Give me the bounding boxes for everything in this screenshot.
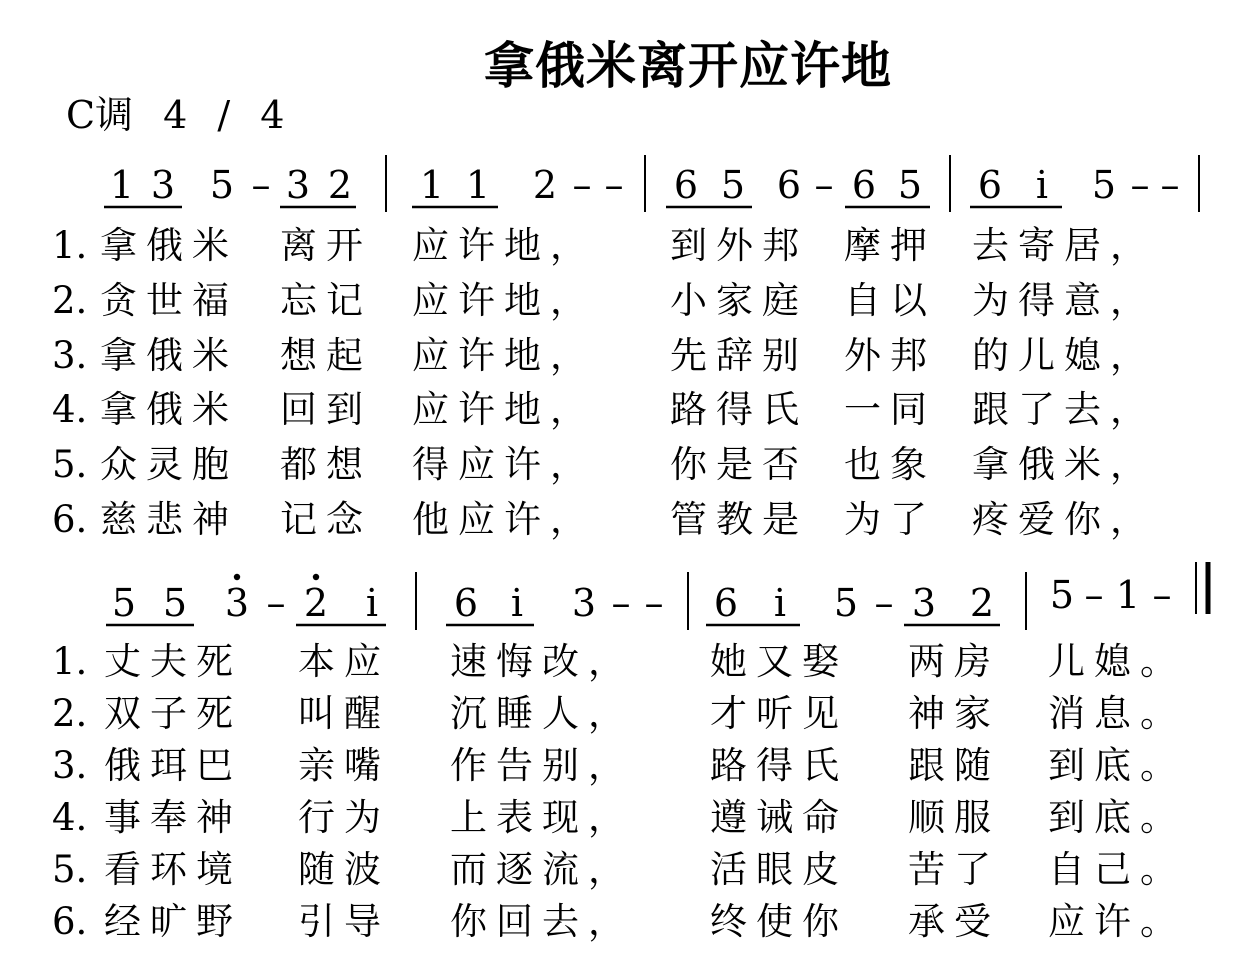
dash: –: [1160, 163, 1180, 207]
verse-number: 4.: [52, 796, 88, 839]
note: 5: [720, 163, 746, 207]
lyric-segment: 先辞别: [670, 334, 808, 377]
lyric-verse-1: [48, 224, 1198, 268]
lyric-segment: 承受: [908, 900, 1000, 943]
measure-2-3: [706, 581, 1000, 625]
lyric-segment: 苦了: [908, 848, 1000, 891]
lyric-segment: 到底。: [1048, 744, 1186, 787]
note: 6: [776, 163, 802, 207]
lyric-segment: 她又娶: [710, 640, 848, 683]
dash: –: [644, 581, 664, 625]
lyric-segment: 事奉神: [104, 796, 242, 839]
lyric-segment: 叫醒: [298, 692, 390, 735]
measure-1-3: [666, 163, 930, 207]
lyric-verse-4: [48, 388, 1198, 432]
lyric-segment: 众灵胞: [100, 443, 238, 486]
lyric-segment: 俄珥巴: [104, 744, 242, 787]
dash: –: [814, 163, 834, 207]
dash: –: [604, 163, 624, 207]
notation-line-1: [104, 155, 1199, 212]
note: 6: [453, 581, 479, 625]
song-title: 拿俄米离开应许地: [484, 37, 892, 95]
note: 5: [1091, 163, 1117, 207]
lyric-segment: 一同: [844, 388, 936, 431]
lyric-verse-1-part2: [48, 640, 1198, 684]
measure-2-1: [106, 574, 386, 625]
note: 3: [911, 581, 937, 625]
measure-1-4: [970, 163, 1180, 207]
lyric-segment: 记念: [280, 498, 372, 541]
lyric-segment: 行为: [298, 796, 390, 839]
note-high-1: i: [773, 581, 787, 625]
lyric-segment: 路得氏: [710, 744, 848, 787]
note: 3: [150, 163, 176, 207]
verse-number: 5.: [52, 443, 88, 486]
lyric-segment: 作告别，: [450, 744, 634, 787]
lyric-segment: 而逐流，: [450, 848, 634, 891]
lyric-segment: 都想: [280, 443, 372, 486]
lyric-segment: 也象: [844, 443, 936, 486]
lyric-segment: 疼爱你，: [972, 498, 1156, 541]
lyric-segment: 速悔改，: [450, 640, 634, 683]
note: 5: [162, 581, 188, 625]
verse-number: 6.: [52, 498, 88, 541]
note: 6: [977, 163, 1003, 207]
lyric-segment: 应许地，: [412, 279, 596, 322]
lyric-segment: 贪世福: [100, 279, 238, 322]
lyric-segment: 应许地，: [412, 334, 596, 377]
lyric-segment: 拿俄米: [100, 388, 238, 431]
lyric-segment: 双子死: [104, 692, 242, 735]
lyric-segment: 终使你: [710, 900, 848, 943]
lyric-segment: 小家庭: [670, 279, 808, 322]
lyric-segment: 丈夫死: [104, 640, 242, 683]
note-high: 3: [224, 581, 250, 625]
note: 5: [833, 581, 859, 625]
notation-line-2: [106, 562, 1208, 630]
lyric-segment: 去寄居，: [972, 224, 1156, 267]
lyric-segment: 到底。: [1048, 796, 1186, 839]
dash: –: [572, 163, 592, 207]
lyric-segment: 引导: [298, 900, 390, 943]
lyric-verse-6-part2: [48, 900, 1198, 944]
lyric-verse-3-part2: [48, 744, 1198, 788]
lyric-segment: 亲嘴: [298, 744, 390, 787]
lyric-segment: 忘记: [280, 279, 372, 322]
lyric-segment: 得应许，: [412, 443, 596, 486]
verse-number: 6.: [52, 900, 88, 943]
lyric-segment: 自己。: [1048, 848, 1186, 891]
dash: –: [251, 163, 271, 207]
verse-number: 1.: [52, 224, 88, 267]
lyric-verse-3: [48, 334, 1198, 378]
lyric-segment: 两房: [908, 640, 1000, 683]
lyric-segment: 活眼皮: [710, 848, 848, 891]
high-octave-dot: [234, 574, 240, 580]
note-high-1: i: [1035, 163, 1049, 207]
dash: –: [874, 581, 894, 625]
lyric-segment: 顺服: [908, 796, 1000, 839]
note: 1: [465, 163, 491, 207]
lyric-segment: 应许地，: [412, 388, 596, 431]
note: 6: [673, 163, 699, 207]
note: 3: [285, 163, 311, 207]
note: 5: [209, 163, 235, 207]
lyric-segment: 看环境: [104, 848, 242, 891]
lyric-segment: 才听见: [710, 692, 848, 735]
lyric-segment: 路得氏: [670, 388, 808, 431]
lyric-segment: 自以: [844, 279, 936, 322]
verse-number: 2.: [52, 692, 88, 735]
key-signature: C调 4 / 4: [66, 93, 285, 137]
dash: –: [1130, 163, 1150, 207]
lyric-verse-6: [48, 498, 1198, 542]
lyric-segment: 管教是: [670, 498, 808, 541]
lyric-segment: 他应许，: [412, 498, 596, 541]
lyric-segment: 上表现，: [450, 796, 634, 839]
lyric-verse-5: [48, 443, 1198, 487]
measure-2-2: [446, 581, 664, 625]
lyric-segment: 遵诫命: [710, 796, 848, 839]
note: 5: [111, 581, 137, 625]
measure-1-1: [104, 163, 356, 207]
lyric-segment: 拿俄米: [100, 334, 238, 377]
lyric-segment: 跟随: [908, 744, 1000, 787]
note: 5: [897, 163, 923, 207]
lyric-verse-5-part2: [48, 848, 1198, 892]
note: 3: [571, 581, 597, 625]
lyric-segment: 为了: [844, 498, 936, 541]
lyric-segment: 沉睡人，: [450, 692, 634, 735]
note: 2: [969, 581, 995, 625]
lyric-segment: 拿俄米: [100, 224, 238, 267]
lyric-segment: 随波: [298, 848, 390, 891]
lyric-segment: 你是否: [670, 443, 808, 486]
note: 1: [1115, 573, 1141, 617]
lyric-segment: 慈悲神: [100, 498, 238, 541]
lyric-segment: 应许。: [1048, 900, 1186, 943]
high-octave-dot: [313, 574, 319, 580]
measure-1-2: [412, 163, 624, 207]
note: 2: [532, 163, 558, 207]
lyric-segment: 回到: [280, 388, 372, 431]
measure-2-4: [1050, 573, 1172, 617]
verse-number: 3.: [52, 744, 88, 787]
lyric-segment: 拿俄米，: [972, 443, 1156, 486]
verse-number: 1.: [52, 640, 88, 683]
dash: –: [266, 581, 286, 625]
lyric-segment: 神家: [908, 692, 1000, 735]
lyric-segment: 摩押: [844, 224, 936, 267]
note: 5: [1049, 573, 1075, 617]
dash: –: [1152, 573, 1172, 617]
note: 6: [713, 581, 739, 625]
lyric-segment: 离开: [280, 224, 372, 267]
verse-number: 3.: [52, 334, 88, 377]
lyric-segment: 的儿媳，: [972, 334, 1156, 377]
dash: –: [1084, 573, 1104, 617]
lyric-verse-2-part2: [48, 692, 1198, 736]
note: 1: [109, 163, 135, 207]
lyric-segment: 消息。: [1048, 692, 1186, 735]
note-high: 2: [303, 581, 329, 625]
lyric-verse-4-part2: [48, 796, 1198, 840]
note: 6: [851, 163, 877, 207]
verse-number: 2.: [52, 279, 88, 322]
note: 2: [327, 163, 353, 207]
lyric-segment: 应许地，: [412, 224, 596, 267]
dash: –: [611, 581, 631, 625]
lyric-segment: 到外邦: [670, 224, 808, 267]
note-high-1: i: [365, 581, 379, 625]
lyric-segment: 你回去，: [450, 900, 634, 943]
lyric-segment: 外邦: [844, 334, 936, 377]
verse-number: 4.: [52, 388, 88, 431]
verse-number: 5.: [52, 848, 88, 891]
lyric-segment: 本应: [298, 640, 390, 683]
note-high-1: i: [510, 581, 524, 625]
lyric-segment: 跟了去，: [972, 388, 1156, 431]
lyric-segment: 儿媳。: [1048, 640, 1186, 683]
lyric-segment: 为得意，: [972, 279, 1156, 322]
lyric-segment: 经旷野: [104, 900, 242, 943]
lyric-verse-2: [48, 279, 1198, 323]
lyric-segment: 想起: [280, 334, 372, 377]
note: 1: [419, 163, 445, 207]
